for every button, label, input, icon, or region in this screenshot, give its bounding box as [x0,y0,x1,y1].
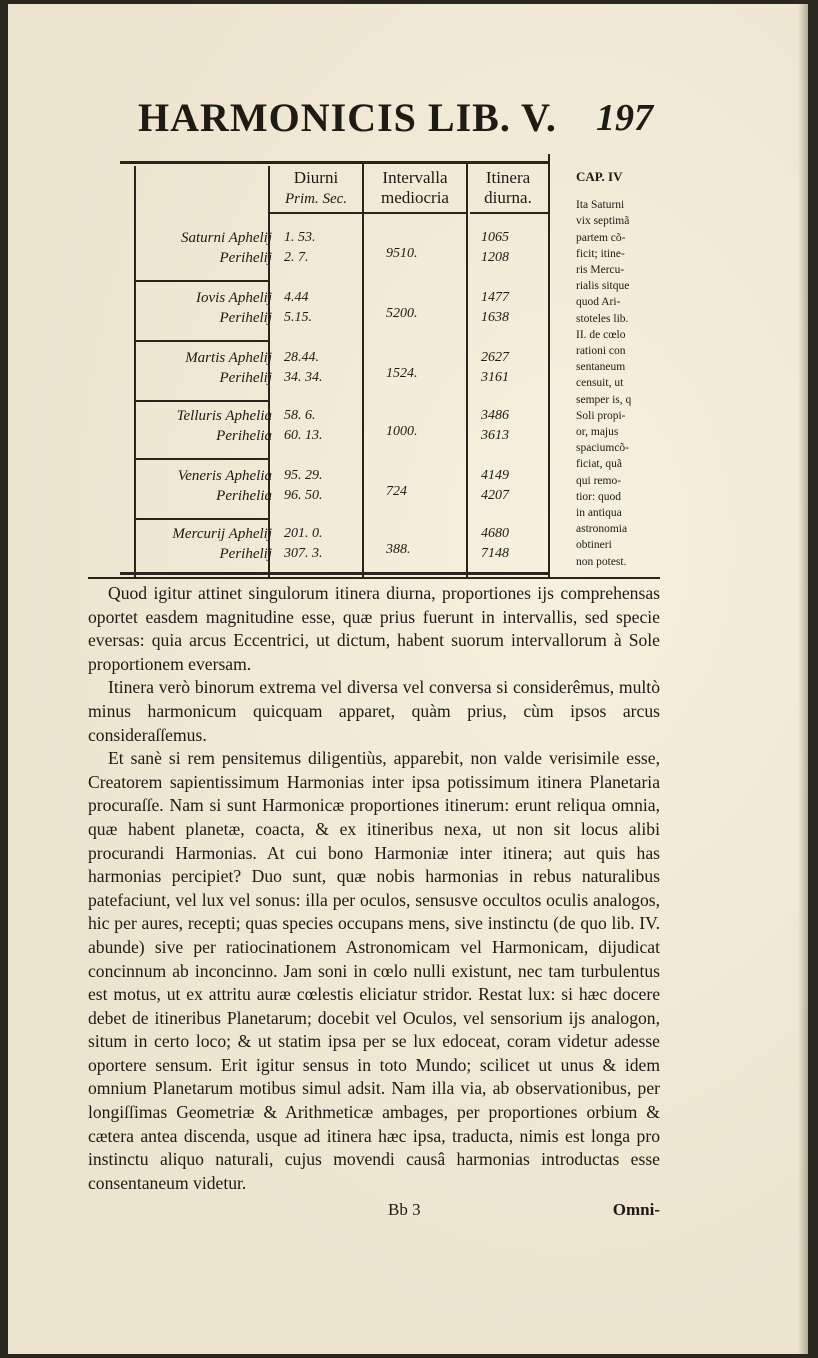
running-title: HARMONICIS LIB. V. [138,95,557,140]
table-row: Mercurij Aphelij Perihelij 201. 0. 307. 3. 388. 4680 7148 [172,526,509,562]
table-row: Saturni Aphelij Perihelij 1. 53. 2. 7. 9510. 1065 1208 [181,230,509,266]
planet-table [126,154,556,584]
margin-chapter: CAP. IV [576,169,623,184]
page-footer [88,1200,660,1224]
page-number: 197 [596,97,653,139]
paragraph: Et sanè si rem pensitemus diligentiùs, apparebit, non valde verisimile esse, Creatorem sapientissimum Harmonias inter ipsa potissimum itinera Planetaria procuraſſe. Nam si sunt Harmonicæ proportiones itinerum: erunt reliqua omnia, quæ habent planetæ, coacta, & ex itineribus nexa, ut non sit locus alibi procurandi Harmonias. At cui bono Harmoniæ inter itinera; aut quis has harmonias percipiet? Duo sunt, quæ nobis harmonias in rebus naturalibus patefaciunt, vel lux vel sonus: illa per oculos, sensusve occultos oculis analogos, hic per aures, recepti; quas species occupans mens, sive instinctu (de quo lib. IV. abunde) sive per ratiocinationem Astronomicam vel Harmonicam, dijudicat concinnum ab inconcinno. Jam soni in cœlo nulli existunt, nec tam turbulentus est motus, ut ex attritu auræ cœlestis eliciatur stridor. Restat lux: si hæc docere debet de itineribus Planetarum; docebit vel Oculos, vel sensorium ijs analogon, situm in certo loco; & ut statim ipsa per se lux edoceat, coram videtur adesse oportere sensum. Erit igitur sensus in toto Mundo; scilicet ut unus & idem omnium Planetarum motibus simul adsit. Nam illa via, ab observationibus, per longiſſimas Geometriæ & Arithmeticæ ambages, per proportiones orbium & cætera antea discenda, usque ad itinera hæc ipsa, traducta, nimis est longa pro instinctu aliquo naturali, cujus movendi causâ harmonias introductas esse consentaneum videtur. [88,748,660,1193]
header-intervalla: Intervalla mediocria [381,168,449,207]
catchword: Omni- [612,1200,660,1219]
paragraph: Itinera verò binorum extrema vel diversa vel conversa si considerêmus, multò minus harmonicum quicquam apparet, quàm prius, cùm ipsos arcus consideraſſemus. [88,677,660,745]
signature-mark: Bb 3 [388,1200,421,1219]
table-row: Martis Aphelij Perihelij 28.44. 34. 34. 1524. 2627 3161 [185,350,509,386]
table-row: Telluris Aphelia Perihelia 58. 6. 60. 13. 1000. 3486 3613 [176,408,509,444]
table-row: Veneris Aphelia Perihelia 95. 29. 96. 50. 724 4149 4207 [177,468,509,504]
margin-note: CAP. IV Ita Saturni vix septimã partem cõ- ficit; itine- ris Mercu- rialis sitque quod Ari- stoteles lib. II. de cœlo rationi con sentaneum censuit, ut semper is, q Soli propi- or, majus spaciumcõ- ficiat, quã qui remo- tior: quod in antiqua astronomia obtineri non potest. [576,169,660,570]
paragraph: Quod igitur attinet singulorum itinera diurna, proportiones ijs comprehensas oportet easdem magnitudine esse, quæ prius fuerunt in intervallis, sed specie eversas: quia arcus Eccentrici, ut dictum, habent suorum intervallorum à Sole proportionem eversam. [88,583,660,674]
running-header [138,94,658,144]
body-text [88,582,660,1195]
book-page [8,4,808,1354]
header-itinera: Itinera diurna. [484,168,532,207]
header-diurni: Diurni Prim. Sec. [284,168,348,207]
table-row: Iovis Aphelij Perihelij 4.44 5.15. 5200. 1477 1638 [196,290,509,326]
